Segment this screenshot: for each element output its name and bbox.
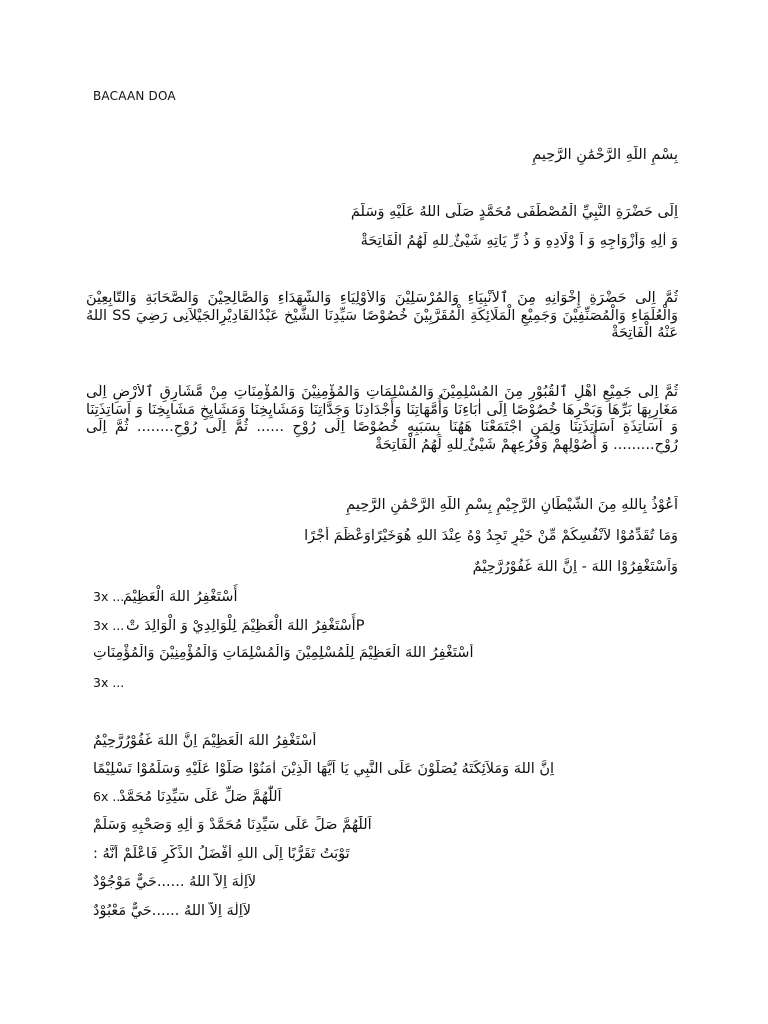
prayer-paragraph-prophets-saints: ثُمَّ اِلَى حَضْرَةِ إِخْوَانِهِ مِنَ ٱلْأَنْبِيَاءِ وَالْمُرْسَلِيْنَ وَالْأَوْلِيَاءِ وَالشُّهَدَاءِ وَالصَّالِحِيْنَ وَالصَّحَابَةِ وَالتَّابِعِيْنَ وَالْعُلَمَاءِ وَالْمُصَنِّفِيْنَ وَجَمِيْعِ الْمَلَائِكَةِ الْمُقَرَّبِيْنَ خُصُوْصًا سَيِّدِنَا الشَّيْخ عَبْدُالقَادِيْرِالجَيْلاَنِى رَضِيَ SS اللهُ عَنْهُ الْفَاتِحَةْ <box>86 290 678 341</box>
repeat-count: 3x ... <box>93 675 125 690</box>
prayer-line-family: وَ اٰلِهِ وَأَزْوَاجِهِ وَ اَ وْلَادِهِ وَ ذُ رِّ يَاتِهِ شَيْئٌ ِللهِ لَهُمُ الْفَاتِحَةْ <box>360 233 678 249</box>
basmalah: بِسْمِ اللَّهِ الرَّحْمَٰنِ الرَّحِيمِ <box>532 147 678 163</box>
document-title: BACAAN DOA <box>93 89 176 103</box>
prayer-paragraph-deceased: ثُمَّ اِلَى جَمِيْعِ أَهْلِ ٱلْقُبُوْرِ مِنَ الْمُسْلِمِيْنَ وَالْمُسْلِمَاتِ وَالْمُؤْمِنِيْنَ وَالْمُؤْمِنَاتِ مِنْ مَّشَارِقِ ٱلْأَرْضِ اِلَى مَغَارِبِهَا بَرِّهَا وَبَحْرِهَا خُصُوْصًا اِلَى اٰبَاءِنَا وَأُمَّهَاتِنَا وَأَجْدَادِنَا وَجَدَّاتِنَا وَمَشَايِخِنَا وَمَشَايِخِ مَشَايِخِنَا وَ اَسَاتِذَتِنَا وَ اَسَاتِذَةِ اَسَاتِذَتِنَا وَلِمَنِ اجْتَمَعْنَا هَهُنَا بِسَبَبِهِ خُصُوْصًا اِلَى رُوْحِ ...... ثُمَّ اِلَى رُوْحِ........ ثُمَّ اِلَى رُوْحِ......... وَ أُصُوْلِهِمْ وَفُرُعِهِمْ شَيْئٌ ِللهِ لَهُمُ الْفَاتِحَةْ <box>86 384 678 453</box>
quran-verse-line: وَمَا تُقَدِّمُوْا لاَنْفُسِكُمْ مِّنْ خَيْرٍ تَجِدُ وْهُ عِنْدَ اللهِ هُوَخَيْرًاوَعْظَمَ أَجْرًا <box>304 528 678 544</box>
tawbah-line: تَوْبَتُ تَقَرُّبًا اِلَى اللهِ أَفْضَلُ الذِّكْرِ فَاعْلَمْ أَنَّهُ : <box>93 846 350 862</box>
repeat-count: 3x ... <box>93 618 125 633</box>
istighfar-line-1 <box>93 587 678 607</box>
istighfar-line-2 <box>93 616 678 636</box>
salawat-full-line: اَللّٰهُمَّ صَلِّ عَلَى سَيِّدِنَا مُحَمَّدْ وَ اٰلِهِ وَصَحْبِهِ وَسَلِّمْ <box>93 817 372 833</box>
repeat-count: 6x ... <box>93 789 125 804</box>
salawat-line-1 <box>93 787 678 807</box>
repeat-count: 3x ... <box>93 589 125 604</box>
tahlil-line-1: لاَاِلٰهَ اِلاَّ اللهُ ......حَيٌّ مَوْجُوْدٌ <box>93 874 257 890</box>
tahlil-line-2: لاَاِلٰهَ اِلاَّ اللهُ ......حَيٌّ مَعْبُوْدٌ <box>93 903 252 919</box>
prayer-line-prophet: اِلَى حَضْرَةِ النَّبِيِّ الْمُصْطَفَى مُحَمَّدٍ صَلَّى اللهُ عَلَيْهِ وَسَلَّمَ <box>350 204 678 220</box>
istighfar-closing-line: أَسْتَغْفِرُ اللهَ الْعَظِيْمَ اِنَّ اللهَ غَفُوْرُرَّحِيْمٌ <box>93 733 317 749</box>
salawat-text: اَللّٰهُمَّ صَلِّ عَلَى سَيِّدِنَا مُحَمَّدْ <box>119 789 282 805</box>
istighfar-believers-line: أَسْتَغْفِرُ اللهَ الْعَظِيْمَ لِلْمُسْلِمِيْنَ وَالْمُسْلِمَاتِ وَالْمُؤْمِنِيْنَ وَالْمُؤْمِنَاتِ <box>93 645 474 661</box>
istighfar-parents-text: Pأَسْتَغْفِرُ اللهَ الْعَظِيْمَ لِلْوَالِدِيْ وَ الْوَالِدَ تْ <box>126 618 365 634</box>
salawat-verse-line: اِنَّ اللهَ وَمَلاَئِكَتَهُ يُصَلُّوْنَ عَلَى النَّبِي يَا اَيُّهَا الَّذِيْنَ اٰمَنُوْا صَلُّوْا عَلَيْهِ وَسَلِّمُوْا تَسْلِيْمًا <box>93 761 555 777</box>
istighfar-text: أَسْتَغْفِرُ اللهَ الْعَظِيْمَ <box>123 589 238 605</box>
istighfar-command-line: وَاَسْتَغْفِرُوْا اللهَ - اِنَّ اللهَ غَفُوْرُرَّحِيْمٌ <box>472 559 678 575</box>
taawudh-basmalah-line: اَعُوْذُ بِاللهِ مِنَ الشَّيْطَانِ الرَّجِيْمِ بِسْمِ اللَّهِ الرَّحْمَٰنِ الرَّحِيمِ <box>346 497 678 513</box>
